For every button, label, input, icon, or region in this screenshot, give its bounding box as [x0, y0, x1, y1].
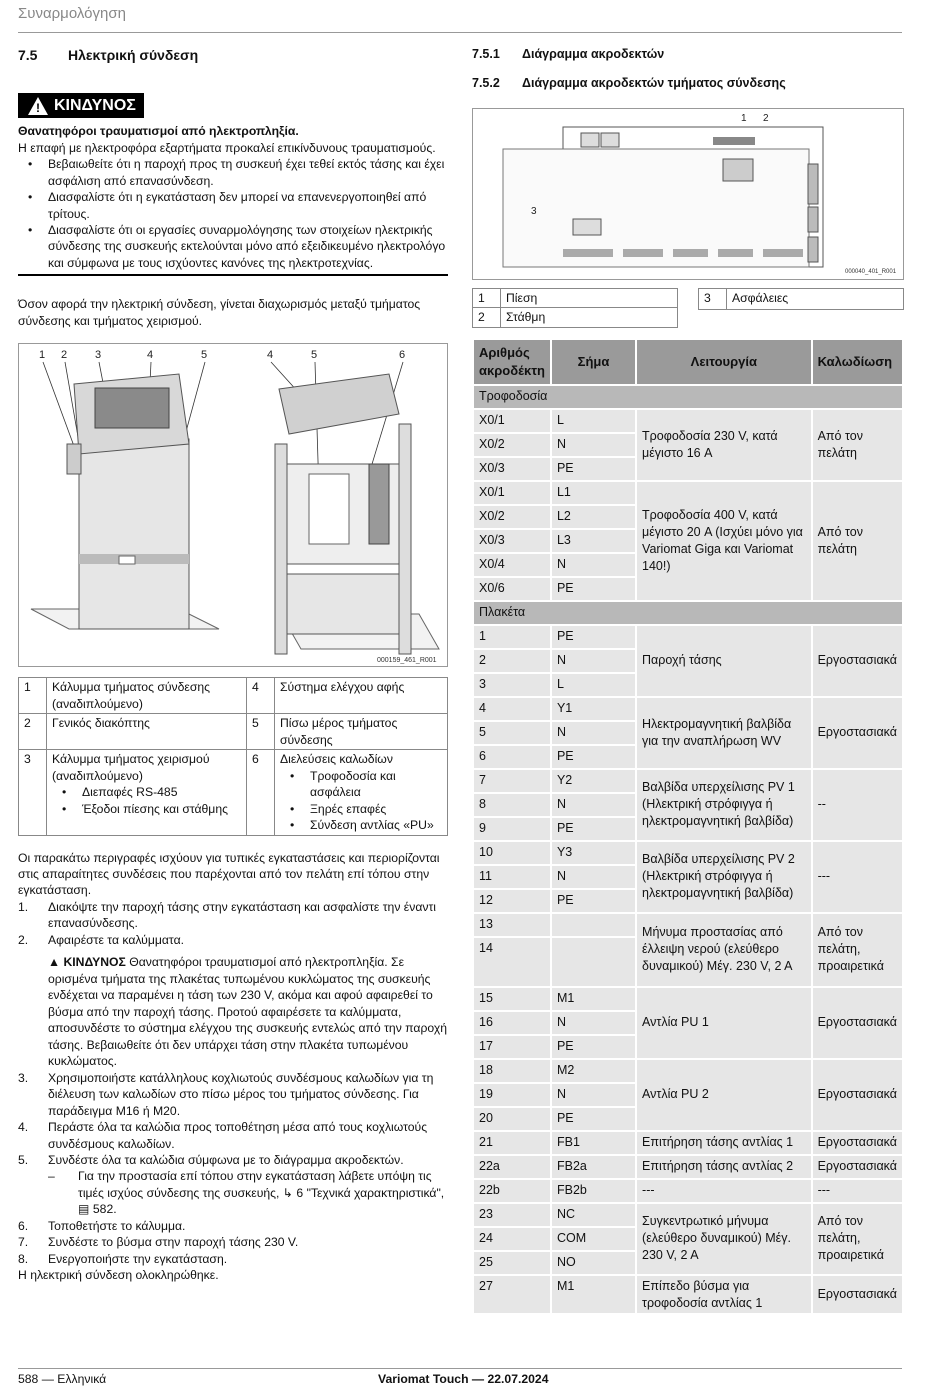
header-divider [18, 32, 902, 33]
footer-page: 588 — Ελληνικά [18, 1372, 107, 1386]
danger-bullet: • Διασφαλίστε ότι οι εργασίες συναρμολόγησης των στοιχείων ηλεκτρικής σύνδεσης της συσκευής εκτελούνται μόνο από εξειδικευμένο ηλεκτρολόγο και σύμφωνα με τους ισχύοντες κανόνες της ηλεκτροτεχνίας. [18, 222, 448, 271]
scope-paragraph: Οι παρακάτω περιγραφές ισχύουν για τυπικές εγκαταστάσεις και περιορίζονται στις απαραίτητες συνδέσεις που παρέχονται από τον πελάτη επί τόπου στην εγκατάσταση. [18, 850, 440, 898]
table-row: X0/2 N [474, 434, 902, 456]
footer-product: Variomat Touch — 22.07.2024 [378, 1372, 549, 1386]
table-row: 21 FB1 Επιτήρηση τάσης αντλίας 1 Εργοστασιακά [474, 1132, 902, 1154]
callout: 4 [267, 349, 274, 362]
table-row: 1 PE Παροχή τάσης Εργοστασιακά [474, 626, 902, 648]
table-row: 17 PE [474, 1036, 902, 1058]
device-left [31, 374, 219, 629]
table-row: 11 N [474, 866, 902, 888]
danger-label: ! ΚΙΝΔΥΝΟΣ [18, 93, 144, 119]
warning-icon: ! [28, 97, 48, 115]
terminal-table [472, 338, 904, 1316]
table-row: 24 COM [474, 1228, 902, 1250]
table-row: X0/4 N [474, 554, 902, 576]
callout: 1 [39, 349, 46, 362]
danger-rule [18, 274, 448, 276]
table-row: 8 N [474, 794, 902, 816]
steps-list [18, 899, 448, 1284]
step: 2. Αφαιρέστε τα καλύμματα. [18, 932, 185, 947]
col-header: Λειτουργία [637, 340, 811, 384]
chapter-header: Συναρμολόγηση [18, 5, 126, 22]
table-row: 18 M2 Αντλία PU 2 Εργοστασιακά [474, 1060, 902, 1082]
table-row: 27 M1 Επίπεδο βύσμα για τροφοδοσία αντλίας 1 Εργοστασιακά [474, 1276, 902, 1314]
pcb-diagram [473, 109, 903, 279]
figure-code: 000159_461_R001 [377, 657, 437, 665]
col-header: Σήμα [552, 340, 635, 384]
col-header: Αριθμός ακροδέκτη [474, 340, 550, 384]
table-row: 13 Μήνυμα προστασίας από έλλειψη νερού (ελεύθερο δυναμικού) Μέγ. 230 V, 2 A Από τον πελάτη, προαιρετικά [474, 914, 902, 936]
table-row: 16 N [474, 1012, 902, 1034]
step-warning: ▲ ΚΙΝΔΥΝΟΣ Θανατηφόροι τραυματισμοί από ηλεκτροπληξία. Σε ορισμένα τμήματα της πλακέτας τυπωμένου κυκλώματος της συσκευής ενδέχεται να παραμένει η τάση των 230 V, ακόμα και αφού αφαιρεθεί το βύσμα από την παροχή τάσης. Προτού αφαιρέσετε τα καλύμματα, αποσυνδέστε το σύστημα ελέγχου της συσκευής εντελώς από την παροχή τάσης. Βεβαιωθείτε ότι δεν υπάρχει τάση στην πλακέτα τυπωμένου κυκλώματος. [48, 955, 448, 1069]
table-row: X0/6 PE [474, 578, 902, 600]
table-row: 19 N [474, 1084, 902, 1106]
callout: 2 [61, 349, 68, 362]
callout: 3 [531, 205, 537, 217]
pcb-figure [472, 108, 904, 280]
callout: 1 [741, 112, 747, 124]
table-row: 23 NC Συγκεντρωτικό μήνυμα (ελεύθερο δυναμικού) Μέγ. 230 V, 2 A Από τον πελάτη, προαιρετικά [474, 1204, 902, 1226]
step: 3. Χρησιμοποιήστε κατάλληλους κοχλιωτούς συνδέσμους καλωδίων για τη διέλευση των καλωδίων στο πίσω μέρος του τμήματος σύνδεσης. Για παράδειγμα M16 ή M20. [18, 1070, 434, 1118]
table-row: 9 PE [474, 818, 902, 840]
table-row: 3 L [474, 674, 902, 696]
callout: 3 [95, 349, 102, 362]
table-row: 12 PE [474, 890, 902, 912]
table-row: X0/3 L3 [474, 530, 902, 552]
completion-text: Η ηλεκτρική σύνδεση ολοκληρώθηκε. [18, 1268, 219, 1283]
footer-divider [18, 1368, 902, 1369]
danger-text: Η επαφή με ηλεκτροφόρα εξαρτήματα προκαλεί επικίνδυνους τραυματισμούς. [18, 140, 436, 155]
figure-legend: 1 Κάλυμμα τμήματος σύνδεσης (αναδιπλούμενο) 4 Σύστημα ελέγχου αφής 2 Γενικός διακόπτης 5 Πίσω μέρος τμήματος σύνδεσης 3 Κάλυμμα τμήματος χειρισμού (αναδιπλούμενο) • Διεπαφές RS-485 • Έξοδοι πίεσης και στάθμης 6 Διελεύσεις καλωδίων • Τροφοδοσία και ασφάλεια • Ξηρές επαφές • Σύνδεση αντλίας «PU» [18, 677, 448, 835]
intro-text: Όσον αφορά την ηλεκτρική σύνδεση, γίνεται διαχωρισμός μεταξύ τμήματος σύνδεσης και τμήματος χειρισμού. [18, 297, 421, 328]
section-heading: 7.5 Ηλεκτρική σύνδεση [18, 47, 199, 63]
callout: 5 [201, 349, 208, 362]
step: 6. Τοποθετήστε το κάλυμμα. [18, 1218, 186, 1233]
table-row: 6 PE [474, 746, 902, 768]
table-row: 25 NO [474, 1252, 902, 1274]
step: 1. Διακόψτε την παροχή τάσης στην εγκατάσταση και ασφαλίστε την έναντι επανασύνδεσης. [18, 899, 436, 931]
step: 7. Συνδέστε το βύσμα στην παροχή τάσης 230 V. [18, 1235, 299, 1250]
danger-title: Θανατηφόροι τραυματισμοί από ηλεκτροπληξία. [18, 124, 299, 139]
table-row: X0/1 L Τροφοδοσία 230 V, κατά μέγιστο 16 A Από τον πελάτη [474, 410, 902, 432]
callout: 5 [311, 349, 318, 362]
table-row: 15 M1 Αντλία PU 1 Εργοστασιακά [474, 988, 902, 1010]
callout: 4 [147, 349, 154, 362]
table-row: 14 [474, 938, 902, 986]
danger-bullet: • Διασφαλίστε ότι η εγκατάσταση δεν μπορεί να επανενεργοποιηθεί από τρίτους. [18, 189, 448, 222]
subsection-heading: 7.5.2 Διάγραμμα ακροδεκτών τμήματος σύνδεσης [472, 75, 786, 90]
col-header: Καλωδίωση [813, 340, 902, 384]
step-sub: – Για την προστασία επί τόπου στην εγκατάσταση λάβετε υπόψη τις τιμές ισχύος σύνδεσης της συσκευής, ↳ 6 "Τεχνικά χαρακτηριστικά", ▤ 582. [48, 1169, 445, 1217]
danger-bullet: • Βεβαιωθείτε ότι η παροχή προς τη συσκευή έχει τεθεί εκτός τάσης και έχει ασφάλιση από επανασύνδεση. [18, 156, 448, 189]
table-row: 22b FB2b --- --- [474, 1180, 902, 1202]
step: 5. Συνδέστε όλα τα καλώδια σύμφωνα με το διάγραμμα ακροδεκτών. [18, 1152, 404, 1167]
table-row: X0/3 PE [474, 458, 902, 480]
device-figure [18, 343, 448, 667]
group-row: Πλακέτα [474, 602, 902, 624]
danger-notice [18, 93, 448, 276]
device-right [275, 374, 439, 654]
group-row: Τροφοδοσία [474, 386, 902, 408]
pcb-legend: 1 Πίεση 2 Στάθμη 3 Ασφάλειες [472, 288, 904, 328]
table-row: X0/2 L2 [474, 506, 902, 528]
table-row: 4 Y1 Ηλεκτρομαγνητική βαλβίδα για την αναπλήρωση WV Εργοστασιακά [474, 698, 902, 720]
step: 4. Περάστε όλα τα καλώδια προς τοποθέτηση μέσα από τους κοχλιωτούς συνδέσμους καλωδίων. [18, 1120, 428, 1151]
table-row: 10 Y3 Βαλβίδα υπερχείλισης PV 2 (Ηλεκτρική στρόφιγγα ή ηλεκτρομαγνητική βαλβίδα) --- [474, 842, 902, 864]
table-row: X0/1 L1 Τροφοδοσία 400 V, κατά μέγιστο 20 A (Ισχύει μόνο για Variomat Giga και Variomat 140!) Από τον πελάτη [474, 482, 902, 504]
step: 8. Ενεργοποιήστε την εγκατάσταση. [18, 1251, 228, 1266]
table-row: 22a FB2a Επιτήρηση τάσης αντλίας 2 Εργοστασιακά [474, 1156, 902, 1178]
figure-code: 000040_401_R001 [845, 268, 897, 275]
callout: 2 [763, 112, 769, 124]
table-row: 20 PE [474, 1108, 902, 1130]
table-row: 5 N [474, 722, 902, 744]
table-row: 2 N [474, 650, 902, 672]
warning-icon: ▲ [48, 955, 64, 970]
subsection-heading: 7.5.1 Διάγραμμα ακροδεκτών [472, 47, 665, 61]
callout: 6 [399, 349, 406, 362]
device-illustration [19, 344, 447, 666]
table-row: 7 Y2 Βαλβίδα υπερχείλισης PV 1 (Ηλεκτρική στρόφιγγα ή ηλεκτρομαγνητική βαλβίδα) -- [474, 770, 902, 792]
